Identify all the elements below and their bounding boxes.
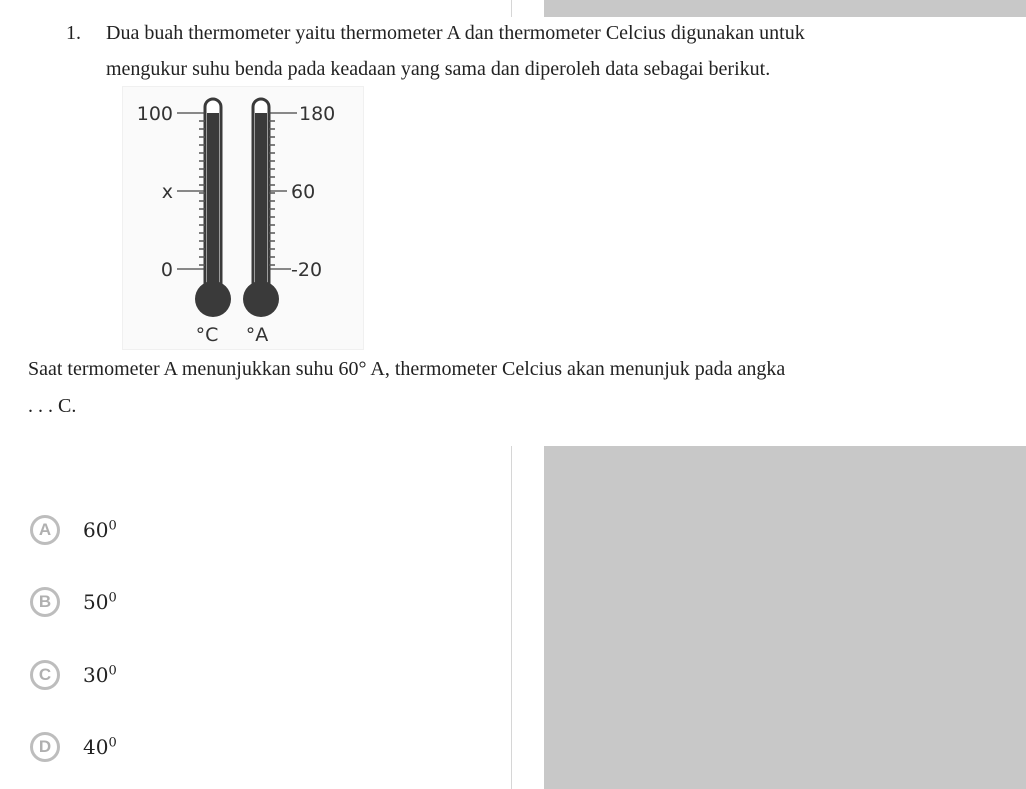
question-text-line-2: mengukur suhu benda pada keadaan yang sama dan diperoleh data sebagai berikut. xyxy=(106,58,771,80)
celsius-mercury xyxy=(207,113,219,299)
option-d-badge: D xyxy=(30,732,60,762)
a-bulb xyxy=(243,281,279,317)
celsius-label-top: 100 xyxy=(136,103,173,125)
question-stem-line-1: Saat termometer A menunjukkan suhu 60° A, thermometer Celcius akan menunjuk pada angka xyxy=(28,358,786,380)
celsius-label-x: x xyxy=(161,181,173,203)
question-text-line-1: Dua buah thermometer yaitu thermometer A dan thermometer Celcius digunakan untuk xyxy=(106,22,805,44)
top-gray-panel xyxy=(544,0,1026,17)
option-a-text xyxy=(83,518,117,542)
option-b-badge: B xyxy=(30,587,60,617)
thermometer-figure xyxy=(122,86,364,350)
divider-line xyxy=(511,446,512,789)
celsius-bulb xyxy=(195,281,231,317)
option-d-exponent: 0 xyxy=(108,735,117,751)
option-c[interactable] xyxy=(30,657,117,693)
celsius-unit-label: °C xyxy=(195,324,219,346)
thermometer-diagram xyxy=(123,87,363,349)
option-a[interactable] xyxy=(30,512,117,548)
option-c-badge: C xyxy=(30,660,60,690)
top-divider-line xyxy=(511,0,512,17)
option-c-text xyxy=(83,663,117,687)
option-b-exponent: 0 xyxy=(108,590,117,606)
option-d-text xyxy=(83,735,117,759)
question-number: 1. xyxy=(66,22,81,44)
a-unit-label: °A xyxy=(245,324,269,346)
a-label-bottom: -20 xyxy=(291,259,323,281)
option-c-exponent: 0 xyxy=(108,663,117,679)
a-label-mid: 60 xyxy=(291,181,316,203)
a-label-top: 180 xyxy=(299,103,336,125)
option-a-badge: A xyxy=(30,515,60,545)
option-b-value: 50 xyxy=(83,590,109,614)
option-a-exponent: 0 xyxy=(108,518,117,534)
option-d[interactable] xyxy=(30,729,117,765)
option-b[interactable] xyxy=(30,584,117,620)
celsius-label-zero: 0 xyxy=(160,259,173,281)
a-mercury xyxy=(255,113,267,299)
option-b-text xyxy=(83,590,117,614)
question-stem-line-2: . . . C. xyxy=(28,395,77,417)
gray-side-panel xyxy=(544,446,1026,789)
option-d-value: 40 xyxy=(83,735,109,759)
option-a-value: 60 xyxy=(83,518,109,542)
option-c-value: 30 xyxy=(83,663,109,687)
